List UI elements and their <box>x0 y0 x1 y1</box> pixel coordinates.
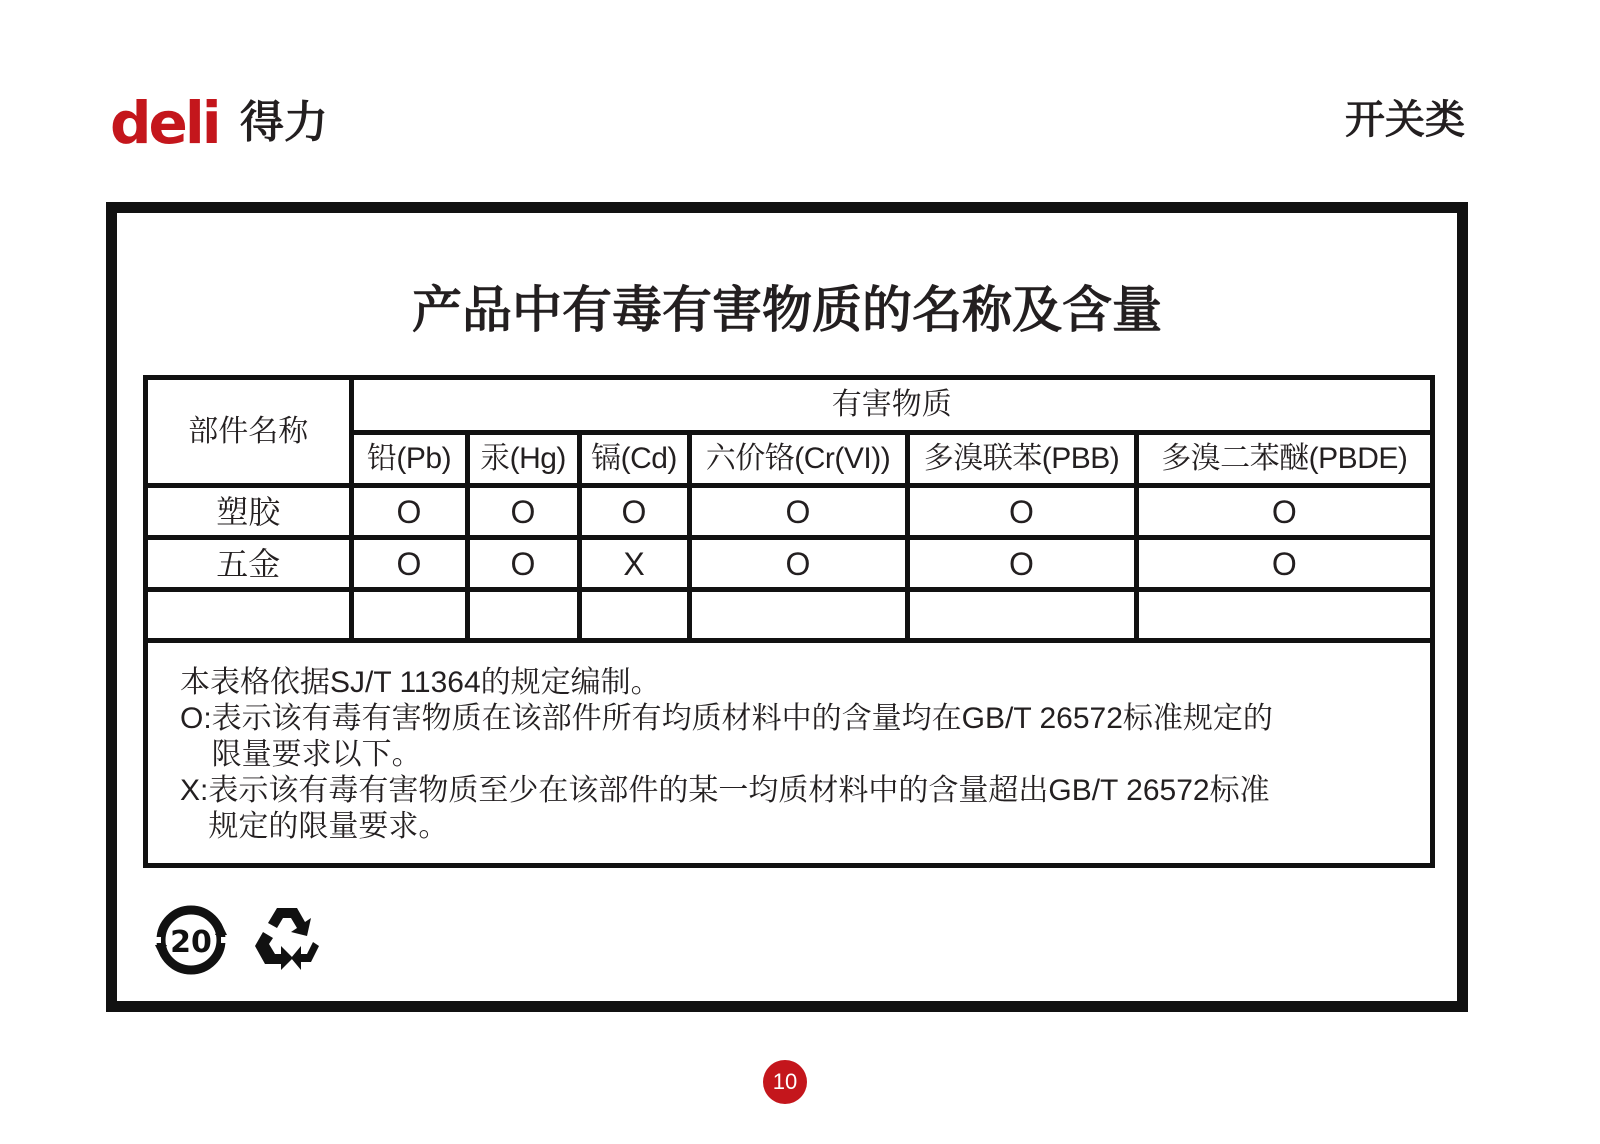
value-cell <box>907 590 1136 639</box>
substance-header-pbde: 多溴二苯醚(PBDE) <box>1136 433 1430 486</box>
value-cell <box>351 590 467 639</box>
substance-header-chromium: 六价铬(Cr(VI)) <box>689 433 907 486</box>
note-x-text-line2: 规定的限量要求。 <box>208 810 449 843</box>
value-cell: O <box>1136 486 1430 538</box>
table-header-row <box>148 380 1430 433</box>
note-standard: 本表格依据SJ/T 11364的规定编制。 <box>180 666 661 699</box>
value-cell: X <box>579 538 689 590</box>
note-x-definition <box>180 773 1400 845</box>
value-cell <box>467 590 579 639</box>
svg-text:20: 20 <box>170 925 212 960</box>
value-cell <box>1136 590 1430 639</box>
substance-header-lead: 铅(Pb) <box>351 433 467 486</box>
table-row <box>148 538 1430 590</box>
value-cell: O <box>1136 538 1430 590</box>
efup-20-icon <box>149 901 233 979</box>
note-o-definition <box>180 701 1400 773</box>
table-row-empty <box>148 590 1430 639</box>
table-row <box>148 486 1430 538</box>
part-name-header: 部件名称 <box>148 380 351 486</box>
substance-header-cadmium: 镉(Cd) <box>579 433 689 486</box>
value-cell: O <box>907 486 1136 538</box>
environmental-symbols <box>149 901 327 979</box>
hazardous-substance-panel <box>106 202 1468 1012</box>
value-cell: O <box>689 486 907 538</box>
hazardous-substance-header: 有害物质 <box>351 380 1430 433</box>
value-cell: O <box>351 538 467 590</box>
product-category: 开关类 <box>1345 97 1465 143</box>
value-cell: O <box>579 486 689 538</box>
brand-logo <box>110 92 328 154</box>
page-number: 10 <box>763 1060 807 1104</box>
part-name-cell: 塑胶 <box>148 486 351 538</box>
svg-text:deli: deli <box>110 95 219 151</box>
value-cell: O <box>467 486 579 538</box>
recycle-icon <box>247 902 327 978</box>
value-cell <box>579 590 689 639</box>
note-o-text-line2: 限量要求以下。 <box>211 738 422 771</box>
value-cell: O <box>907 538 1136 590</box>
deli-wordmark <box>110 95 236 151</box>
value-cell: O <box>689 538 907 590</box>
panel-title: 产品中有毒有害物质的名称及含量 <box>412 281 1162 339</box>
value-cell: O <box>467 538 579 590</box>
substance-table <box>148 380 1430 638</box>
part-name-cell <box>148 590 351 639</box>
table-notes <box>148 638 1430 863</box>
part-name-cell: 五金 <box>148 538 351 590</box>
brand-chinese-name: 得力 <box>240 97 328 148</box>
substance-header-mercury: 汞(Hg) <box>467 433 579 486</box>
value-cell: O <box>351 486 467 538</box>
substance-table-box <box>143 375 1435 868</box>
note-x-text-line1: 表示该有毒有害物质至少在该部件的某一均质材料中的含量超出GB/T 26572标准 <box>208 774 1270 807</box>
substance-header-pbb: 多溴联苯(PBB) <box>907 433 1136 486</box>
note-o-prefix: O: <box>180 702 212 735</box>
note-x-prefix: X: <box>180 774 209 807</box>
note-o-text-line1: 表示该有毒有害物质在该部件所有均质材料中的含量均在GB/T 26572标准规定的 <box>211 702 1273 735</box>
value-cell <box>689 590 907 639</box>
